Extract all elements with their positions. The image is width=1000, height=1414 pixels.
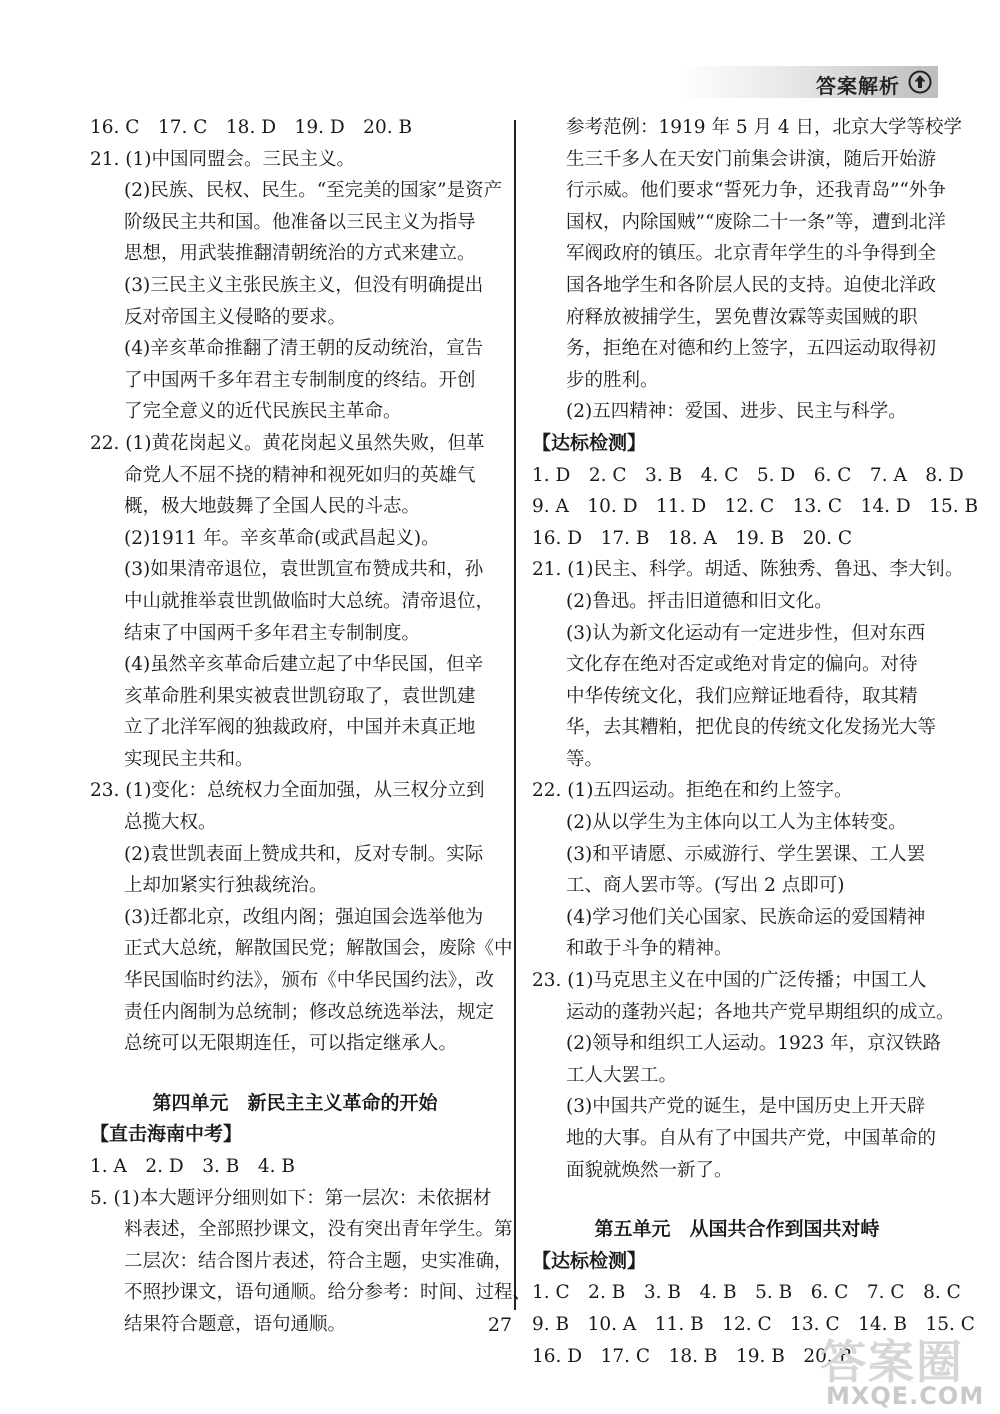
text-line: 23. (1)变化：总统权力全面加强，从三权分立到 [90,780,485,802]
text-line: 反对帝国主义侵略的要求。 [124,306,347,328]
text-line: 料表述，全部照抄课文，没有突出青年学生。第 [124,1219,513,1241]
text-line: 立了北洋军阀的独裁政府，中国并未真正地 [124,717,476,739]
text-line: 步的胜利。 [566,369,659,391]
text-line: 工、商人罢市等。(写出 2 点即可) [566,875,845,897]
text-line: (2)鲁迅。抨击旧道德和旧文化。 [566,590,833,612]
text-line: 总统可以无限期连任，可以指定继承人。 [124,1033,458,1055]
text-line: 二层次：结合图片表述，符合主题，史实准确， [124,1250,513,1272]
section-heading: 【达标检测】 [532,431,647,454]
text-line: 阶级民主共和国。他准备以三民主义为指导 [124,211,476,233]
text-line: (3)三民主义主张民族主义，但没有明确提出 [124,274,484,296]
text-line: 1. C 2. B 3. B 4. B 5. B 6. C 7. C 8. C [532,1282,961,1304]
text-line: (2)1911 年。辛亥革命(或武昌起义)。 [124,527,440,549]
text-line: 工人大罢工。 [566,1064,678,1086]
text-line: (2)领导和组织工人运动。1923 年，京汉铁路 [566,1033,942,1055]
text-line: 和敢于斗争的精神。 [566,938,733,960]
text-line: 总揽大权。 [124,812,217,834]
left-column [90,112,532,1341]
text-line: 了中国两千多年君主专制制度的终结。开创 [124,369,476,391]
text-line: (2)从以学生为主体向以工人为主体转变。 [566,812,907,834]
text-line: (4)辛亥革命推翻了清王朝的反动统治，宣告 [124,338,484,360]
text-line: (2)民族、民权、民生。“至完美的国家”是资产 [124,180,503,202]
text-line: (3)中国共产党的诞生，是中国历史上开天辟 [566,1096,926,1118]
page-number: 27 [487,1314,513,1336]
text-line: 1. D 2. C 3. B 4. C 5. D 6. C 7. A 8. D [532,464,964,486]
text-line: 结束了中国两千多年君主专制制度。 [124,622,421,644]
right-column [532,112,979,1372]
text-line: (3)迁都北京，改组内阁；强迫国会选举他为 [124,906,484,928]
text-line: (2)袁世凯表面上赞成共和，反对专制。实际 [124,843,484,865]
text-line: 了完全意义的近代民族民主革命。 [124,401,402,423]
text-line: 中华传统文化，我们应辩证地看待，取其精 [566,685,918,707]
text-line: 命党人不屈不挠的精神和视死如归的英雄气 [124,464,476,486]
text-line: 责任内阁制为总统制；修改总统选举法，规定 [124,1001,495,1023]
text-line: 上却加紧实行独裁统治。 [124,875,328,897]
header-title: 答案解析 [816,74,900,98]
text-line: 9. A 10. D 11. D 12. C 13. C 14. D 15. B [532,496,979,518]
text-line: 军阀政府的镇压。北京青年学生的斗争得到全 [566,243,937,265]
section-heading: 第四单元 新民主主义革命的开始 [152,1091,438,1114]
watermark-url: MXQE.COM [826,1382,985,1410]
text-line: (2)五四精神：爱国、进步、民主与科学。 [566,401,907,423]
text-line: 16. D 17. B 18. A 19. B 20. C [532,527,853,549]
text-line: 等。 [566,748,604,770]
text-line: 华，去其糟粕，把优良的传统文化发扬光大等 [566,717,937,739]
up-arrow-circle-icon [908,70,932,94]
text-line: 概，极大地鼓舞了全国人民的斗志。 [124,496,421,518]
text-line: 21. (1)民主、科学。胡适、陈独秀、鲁迅、李大钊。 [532,559,964,581]
section-heading: 第五单元 从国共合作到国共对峙 [594,1218,880,1241]
column-divider [514,120,516,1310]
text-line: 结果符合题意，语句通顺。 [124,1313,347,1335]
text-line: 22. (1)黄花岗起义。黄花岗起义虽然失败，但革 [90,432,485,454]
text-line: 府释放被捕学生，罢免曹汝霖等卖国贼的职 [566,306,918,328]
text-line: (3)和平请愿、示威游行、学生罢课、工人罢 [566,843,926,865]
section-heading: 【达标检测】 [532,1249,647,1272]
text-line: 16. D 17. C 18. B 19. B 20. B [532,1345,853,1367]
watermark-logo: 答案圈 [820,1335,964,1389]
text-line: 实现民主共和。 [124,748,254,770]
text-line: 华民国临时约法》，颁布《中华民国约法》，改 [124,970,495,992]
text-line: 9. B 10. A 11. B 12. C 13. C 14. B 15. C [532,1313,975,1335]
text-line: 5. (1)本大题评分细则如下：第一层次：未依据材 [90,1187,492,1209]
text-line: 22. (1)五四运动。拒绝在和约上签字。 [532,780,853,802]
text-line: (3)认为新文化运动有一定进步性，但对东西 [566,622,926,644]
text-line: 面貌就焕然一新了。 [566,1159,733,1181]
text-line: 1. A 2. D 3. B 4. B [90,1156,296,1177]
text-line: 国各地学生和各阶层人民的支持。迫使北洋政 [566,274,937,296]
text-line: 地的大事。自从有了中国共产党，中国革命的 [566,1128,937,1149]
text-line: 运动的蓬勃兴起；各地共产党早期组织的成立。 [566,1001,955,1023]
text-line: 文化存在绝对否定或绝对肯定的偏向。对待 [566,654,918,676]
text-line: 21. (1)中国同盟会。三民主义。 [90,148,356,170]
text-line: (4)虽然辛亥革命后建立起了中华民国，但辛 [124,654,484,676]
text-line: 亥革命胜利果实被袁世凯窃取了，袁世凯建 [124,685,476,707]
text-line: 生三千多人在天安门前集会讲演，随后开始游 [566,148,937,170]
text-line: 中山就推举袁世凯做临时大总统。清帝退位， [124,590,495,612]
text-line: 不照抄课文，语句通顺。给分参考：时间、过程、 [124,1282,532,1304]
text-line: 参考范例：1919 年 5 月 4 日，北京大学等校学 [566,117,963,138]
text-line: 16. C 17. C 18. D 19. D 20. B [90,117,413,138]
text-line: 正式大总统，解散国民党；解散国会，废除《中 [124,938,513,960]
text-line: (3)如果清帝退位，袁世凯宣布赞成共和，孙 [124,559,484,581]
text-line: 国权，内除国贼”“废除二十一条”等，遭到北洋 [566,211,946,233]
text-line: 行示威。他们要求“誓死力争，还我青岛”“外争 [566,180,946,202]
text-line: (4)学习他们关心国家、民族命运的爱国精神 [566,906,926,928]
text-line: 23. (1)马克思主义在中国的广泛传播；中国工人 [532,970,927,992]
blank-line [532,1186,942,1214]
text-line: 务，拒绝在对德和约上签字，五四运动取得初 [566,338,937,360]
section-heading: 【直击海南中考】 [90,1123,243,1146]
text-line: 思想，用武装推翻清朝统治的方式来建立。 [124,243,476,265]
blank-line [90,1060,500,1088]
